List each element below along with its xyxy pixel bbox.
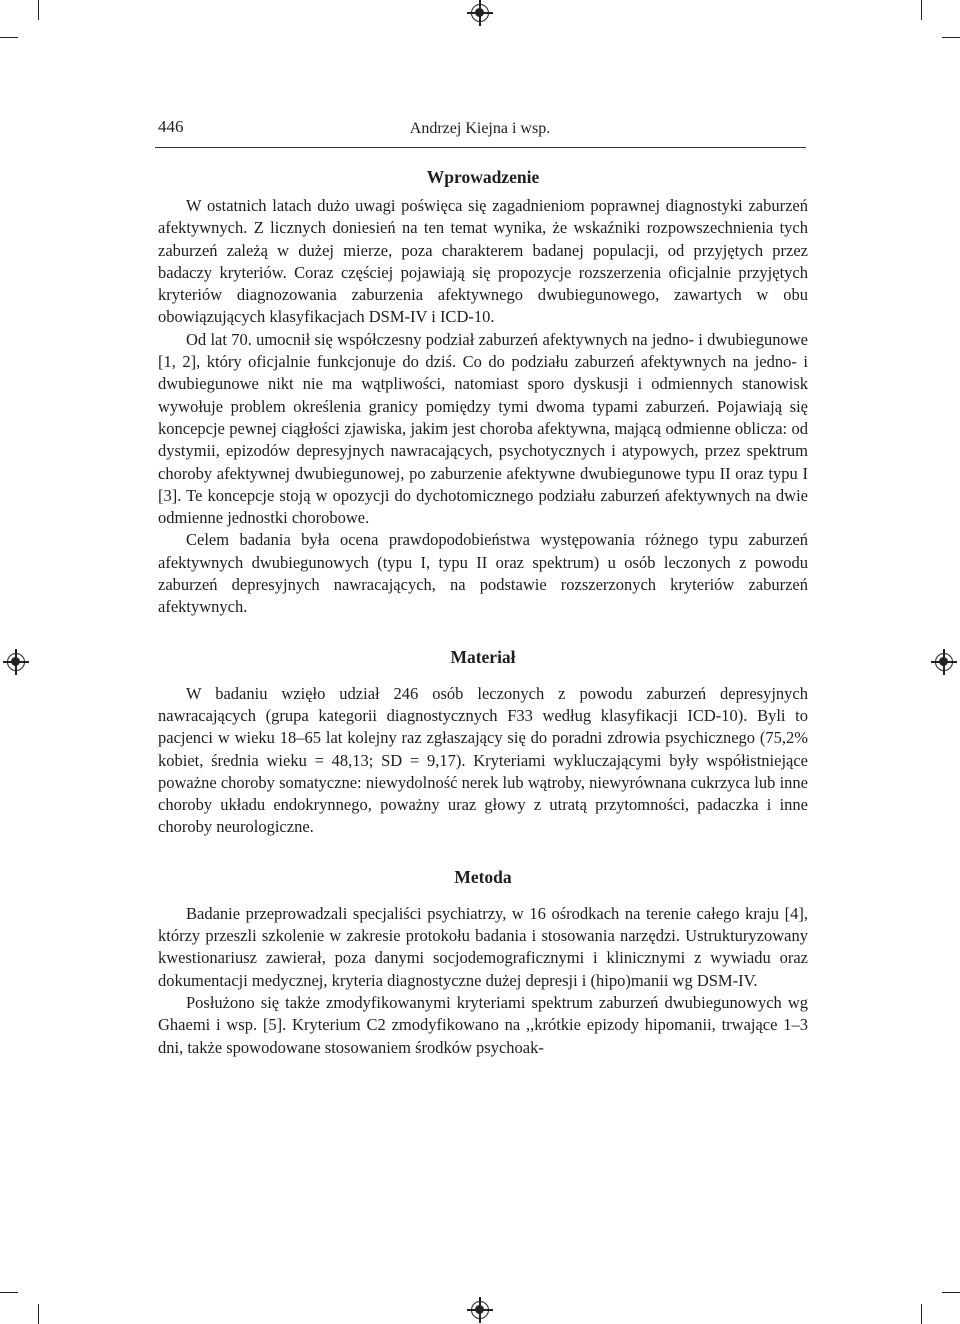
header-rule <box>155 147 806 148</box>
crop-mark <box>38 1304 39 1324</box>
paragraph: Od lat 70. umocnił się współczesny podział zaburzeń afektywnych na jedno- i dwubiegunowe [1, 2], który oficjalnie funkcjonuje do dziś. Co do podziału zaburzeń afektywnych na jedno- i dwubiegunowe nikt nie ma wątpliwości, natomiast sporo dyskusji i odmiennych stanowisk wywołuje problem określenia granicy pomiędzy tymi dwoma typami zaburzeń. Pojawiają się koncepcje pewnej ciągłości zjawiska, jakim jest choroba afektywna, mającą odmienne oblicza: od dystymii, epizodów depresyjnych nawracających, psychotycznych i atypowych, przez spektrum choroby afektywnej dwubiegunowej, po zaburzenie afektywne dwubiegunowe typu II oraz typu I [3]. Te koncepcje stoją w opozycji do dychotomicznego podziału zaburzeń afektywnych na dwie odmienne jednostki chorobowe. <box>158 329 808 528</box>
crop-mark <box>942 1292 960 1293</box>
paragraph: Celem badania była ocena prawdopodobieństwa występowania różnego typu zaburzeń afektywnych dwubiegunowych (typu I, typu II oraz spektrum) u osób leczonych z powodu zaburzeń depresyjnych nawracających, na podstawie rozszerzonych kryteriów zaburzeń afektywnych. <box>158 530 808 617</box>
registration-mark-icon <box>7 653 25 671</box>
crop-mark <box>38 0 39 20</box>
section-heading: Wprowadzenie <box>426 167 540 187</box>
paragraph: Badanie przeprowadzali specjaliści psychiatrzy, w 16 ośrodkach na terenie całego kraju [4], którzy przeszli szkolenie w zakresie protokołu badania i stosowania narzędzi. Ustrukturyzowany kwestionariusz zawierał, poza danymi socjodemograficznymi i klinicznymi z wywiadu oraz dokumentacji medycznej, kryteria diagnostyczne dużej depresji i (hipo)manii wg DSM-IV. <box>158 903 808 990</box>
paragraph: W ostatnich latach dużo uwagi poświęca się zagadnieniom poprawnej diagnostyki zaburzeń afektywnych. Z licznych doniesień na ten temat wynika, że wskaźniki rozpowszechnienia tych zaburzeń zależą w dużej mierze, poza charakterem badanej populacji, od przyjętych przez badaczy kryteriów. Coraz częściej pojawiają się propozycje rozszerzenia oficjalnie przyjętych kryteriów diagnozowania zaburzenia afektywnego dwubiegunowego, zawartych w obu obowiązujących klasyfikacjach DSM-IV i ICD-10. <box>158 196 808 327</box>
crop-mark <box>921 0 922 20</box>
crop-mark <box>942 37 960 38</box>
registration-mark-icon <box>935 653 953 671</box>
paragraph: Posłużono się także zmodyfikowanymi kryteriami spektrum zaburzeń dwubiegunowych wg Ghaemi i wsp. [5]. Kryterium C2 zmodyfikowano na ,,krótkie epizody hipomanii, trwające 1–3 dni, także spowodowane stosowaniem środków psychoak- <box>158 992 808 1057</box>
paragraph: W badaniu wzięło udział 246 osób leczonych z powodu zaburzeń depresyjnych nawracających (grupa kategorii diagnostycznych F33 według klasyfikacji ICD-10). Byli to pacjenci w wieku 18–65 lat kolejny raz zgłaszający się do poradni zdrowia psychicznego (75,2% kobiet, średnia wieku = 48,13; SD = 9,17). Kryteriami wykluczającymi były współistniejące poważne choroby somatyczne: niewydolność nerek lub wątroby, niewyrównana cukrzyca lub inne choroby układu endokrynnego, poważny uraz głowy z utratą przytomności, padaczka i inne choroby neurologiczne. <box>158 683 808 837</box>
article-body <box>158 163 808 1059</box>
crop-mark <box>0 37 18 38</box>
crop-mark <box>921 1304 922 1324</box>
section-heading: Materiał <box>450 646 516 667</box>
registration-mark-icon <box>471 4 489 22</box>
crop-mark <box>0 1292 18 1293</box>
page-number: 446 <box>158 117 184 136</box>
running-head: Andrzej Kiejna i wsp. <box>409 120 551 137</box>
section-material <box>158 643 808 839</box>
section-method <box>158 863 808 1059</box>
registration-mark-icon <box>471 1301 489 1319</box>
section-heading: Metoda <box>454 866 512 887</box>
section-introduction <box>158 163 808 619</box>
